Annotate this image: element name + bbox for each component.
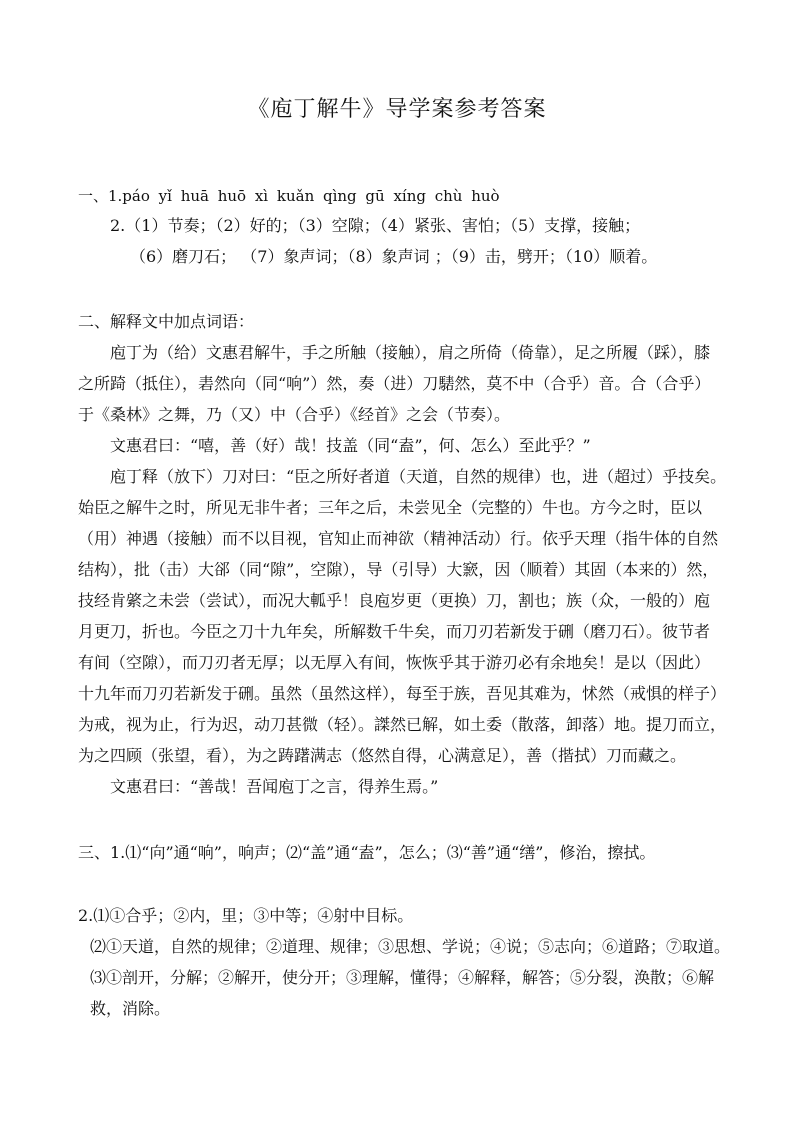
passage-line: 为戒，视为止，行为迟，动刀甚微（轻）。謋然已解，如土委（散落，卸落）地。提刀而立， xyxy=(78,715,727,734)
passage-line: 技经肯綮之未尝（尝试），而况大軱乎！良庖岁更（更换）刀，割也；族（众，一般的）庖 xyxy=(78,591,711,610)
passage-line: 有间（空隙），而刀刃者无厚；以无厚入有间，恢恢乎其于游刃必有余地矣！是以（因此） xyxy=(78,653,711,672)
passage-line: 十九年而刀刃若新发于硎。虽然（虽然这样），每至于族，吾见其难为，怵然（戒惧的样子） xyxy=(78,684,727,703)
pinyin-answers: 一、1.páo yǐ huā huō xì kuǎn qìng gū xíng chù huò xyxy=(78,187,500,205)
passage-line: 月更刀，折也。今臣之刀十九年矣，所解数千牛矣，而刀刃若新发于硎（磨刀石）。彼节者 xyxy=(78,622,711,641)
passage-line: 文惠君曰：“嘻，善（好）哉！技盖（同“盍”，何、怎么）至此乎？” xyxy=(110,436,591,455)
page-title: 《庖丁解牛》导学案参考答案 xyxy=(247,97,547,122)
section3-line3: ⑵①天道，自然的规律；②道理、规律；③思想、学说；④说；⑤志向；⑥道路；⑦取道。 xyxy=(90,937,731,956)
passage-line: 文惠君曰：“善哉！吾闻庖丁之言，得养生焉。” xyxy=(110,777,439,796)
passage-line: 为之四顾（张望，看），为之踌躇满志（悠然自得，心满意足），善（揩拭）刀而藏之。 xyxy=(78,746,687,765)
section2-heading: 二、解释文中加点词语： xyxy=(78,312,255,331)
section3-line2: 2.⑴①合乎；②内，里；③中等；④射中目标。 xyxy=(78,906,414,925)
passage-line: 庖丁释（放下）刀对曰：“臣之所好者道（天道，自然的规律）也，进（超过）乎技矣。 xyxy=(110,467,727,486)
section1-line3: （6）磨刀石； （7）象声词；（8）象声词 ；（9）击，劈开；（10）顺着。 xyxy=(130,247,658,266)
passage-line: 始臣之解牛之时，所见无非牛者；三年之后，未尝见全（完整的）牛也。方今之时，臣以 xyxy=(78,498,703,517)
passage-line: 之所踦（抵住），砉然向（同“响”）然，奏（进）刀騞然，莫不中（合乎）音。合（合乎） xyxy=(78,374,711,393)
section3-line4: ⑶①剖开，分解；②解开，使分开；③理解，懂得；④解释，解答；⑤分裂，涣散；⑥解 xyxy=(90,968,715,987)
section3-line1: 三、1.⑴“向”通“响”，响声；⑵“盖”通“盍”，怎么；⑶“善”通“缮”，修治，擦拭。 xyxy=(78,843,656,862)
passage-line: 于《桑林》之舞，乃（又）中（合乎）《经首》之会（节奏）。 xyxy=(78,405,511,424)
passage-line: 庖丁为（给）文惠君解牛，手之所触（接触），肩之所倚（倚靠），足之所履（踩），膝 xyxy=(110,343,711,362)
section3-line5: 救，消除。 xyxy=(90,999,171,1018)
section1-line2: 2.（1）节奏；（2）好的；（3）空隙；（4）紧张、害怕；（5）支撑，接触； xyxy=(110,216,641,235)
passage-line: 结构），批（击）大郤（同“隙”，空隙），导（引导）大窾，因（顺着）其固（本来的）然， xyxy=(78,560,719,579)
passage-line: （用）神遇（接触）而不以目视，官知止而神欲（精神活动）行。依乎天理（指牛体的自然 xyxy=(78,529,719,548)
